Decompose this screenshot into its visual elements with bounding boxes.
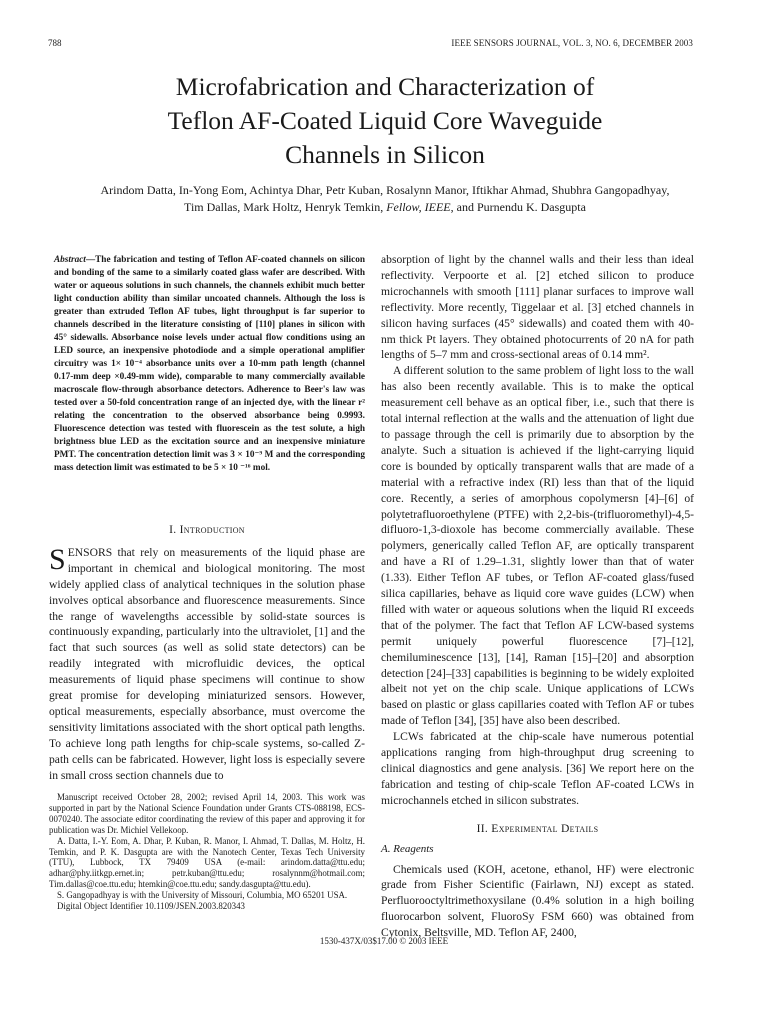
- footnotes: [49, 792, 365, 912]
- footnote: Digital Object Identifier 10.1109/JSEN.2003.820343: [57, 901, 245, 912]
- abstract: [54, 254, 365, 475]
- body-paragraph: Chemicals used (KOH, acetone, ethanol, HF) were electronic grade from Fisher Scientific (Fairlawn, NJ) except as stated. Perfluorooctyltrimethoxysilane (0.4% solution in a high boiling fluorocarbon solvent, FluoroSy FSM 660) was obtained from Cytonix, Beltsville, MD. Teflon AF, 2400,: [381, 862, 694, 940]
- drop-cap: S: [49, 542, 66, 576]
- body-paragraph: A different solution to the same problem of light loss to the wall has also been recently available. This is to make the optical measurement cell behave as an optical fiber, i.e., such that there is total internal reflection at the walls and the attenuation of light due to passage through the cell is primarily due to absorption by the analyte. Such a situation is achieved if the light-carrying liquid core is bounded by optically transparent walls that are made of a material with a refractive index (RI) less than that of the liquid core. Recently, a series of amorphous copolymersn [4]–[6] of polytetrafluoroethylene (PTFE) with 2,2-bis-(trifluoromethyl)-4,5-difluoro-1,3-dioxole has become commercially available. These polymers, generically called Teflon AF, are optically transparent and have a RI of 1.29–1.31, slightly lower than that of water (1.33). Either Teflon AF tubes, or Teflon AF-coated glass/fused silica capillaries, behave as liquid core wave guides (LCW) when filled with water or aqueous solutions when the liquid RI exceeds that of the polymer. The fact that Teflon AF LCW-based systems permit uniquely powerful fluorescence [7]–[12], chemiluminescence [13], [14], Raman [15]–[20] and absorption detection [24]–[33] capabilities is beginning to be widely exploited albeit not yet on the chip scale. Unique applications of LCWs based on plastic or glass capillaries coated with Teflon AF or tubes made of Teflon [34], [35] have also been described.: [381, 364, 694, 728]
- footnote: S. Gangopadhyay is with the University of Missouri, Columbia, MO 65201 USA.: [57, 890, 348, 901]
- section-heading: II. Experimental Details: [476, 821, 599, 835]
- footnote: A. Datta, I.-Y. Eom, A. Dhar, P. Kuban, R. Manor, I. Ahmad, T. Dallas, M. Holtz, H. Temkin, and P. K. Dasgupta are with the Nanotech Center, Texas Tech University (TTU), Lubbock, TX 79409 USA (e-mail: arindom.datta@ttu.edu; adhar@phy.iitkgp.ernet.in; petr.kuban@ttu.edu; rosalynnm@hotmail.com; Tim.dallas@coe.ttu.edu; htemkin@coe.ttu.edu; sandy.dasgupta@ttu.edu).: [49, 835, 365, 890]
- paper-title: [60, 70, 710, 172]
- author-names-tail: , and Purnendu K. Dasgupta: [450, 200, 586, 214]
- section-heading: I. Introduction: [169, 523, 245, 536]
- abstract-text: The fabrication and testing of Teflon AF-coated channels on silicon and bonding of the same to a similarly coated glass wafer are described. With water or aqueous solutions in such channels, the channels exhibit much better light conduction ability than similar uncoated channels. Although the loss is greater than extruded Teflon AF tubes, light throughput is far superior to channels described in the literature consisting of [110] planes in silicon with 45° sidewalls. Absorbance noise levels under actual flow conditions using an LED source, an inexpensive photodiode and a simple operational amplifier circuitry was 1× 10⁻⁴ absorbance units over a 10-mm path length (channel 0.17-mm deep ×0.49-mm wide), comparable to many commercially available macroscale flow-through absorbance detectors. Adherence to Beer's law was tested over a 50-fold concentration range of an injected dye, with the linear r² relating the concentration to the observed absorbance being 0.9993. Fluorescence detection was tested with fluorescein as the test solute, a high brightness blue LED as the excitation source and an inexpensive miniature PMT. The concentration detection limit was 3 × 10⁻⁹ M and the corresponding mass detection limit was estimated to be 5 × 10 ⁻¹⁶ mol.: [54, 255, 365, 474]
- author-names: Tim Dallas, Mark Holtz, Henryk Temkin,: [184, 200, 387, 214]
- abstract-label: Abstract: [54, 255, 86, 265]
- title-line: Channels in Silicon: [285, 140, 485, 169]
- introduction-section: [49, 522, 365, 784]
- copyright-footer: 1530-437X/03$17.00 © 2003 IEEE: [319, 936, 449, 946]
- title-line: Teflon AF-Coated Liquid Core Waveguide: [167, 106, 603, 135]
- author-line: Arindom Datta, In-Yong Eom, Achintya Dhar, Petr Kuban, Rosalynn Manor, Iftikhar Ahmad, Shubhra Gangopadhyay,: [100, 183, 670, 197]
- fellow-ieee: Fellow, IEEE: [386, 200, 451, 214]
- title-line: Microfabrication and Characterization of: [175, 72, 595, 101]
- page-number: 788: [48, 38, 62, 48]
- author-line: [50, 199, 720, 216]
- abstract-dash: —: [85, 255, 96, 265]
- right-column: [381, 252, 694, 941]
- author-list: [50, 182, 720, 216]
- intro-text: ENSORS that rely on measurements of the liquid phase are important in chemical and biological monitoring. The most widely applied class of analytical techniques in the solution phase involves optical absorbance and fluorescence measurements. Since the range of wavelengths accessible by solid-state sources is continuously expanding, particularly into the ultraviolet, [1] and the fact that such sources (as well as solid state detectors) can be readily integrated with microfluidic devices, the optical measurements of liquid phase specimens will continue to show great promise for developing miniaturized sensors. However, optical measurements, especially absorbance, must overcome the sensitivity limitations associated with the short optical path lengths. To achieve long path lengths for chip-scale systems, so-called Z-path cells can be fabricated. However, light loss is especially severe in small cross section channels due to: [49, 545, 365, 782]
- intro-paragraph: [49, 542, 365, 784]
- journal-header: IEEE SENSORS JOURNAL, VOL. 3, NO. 6, DECEMBER 2003: [451, 38, 693, 48]
- body-paragraph: LCWs fabricated at the chip-scale have numerous potential applications ranging from high-throughput drug screening to clinical diagnostics and gene analysis. [36] We report here on the fabrication and testing of chip-scale Teflon AF-coated LCWs in microchannels etched in silicon substrates.: [381, 730, 694, 807]
- body-paragraph: absorption of light by the channel walls and their less than ideal reflectivity. Verpoorte et al. [2] etched silicon to produce microchannels with smooth [111] planar surfaces to improve wall reflectivity. More recently, Tiggelaar et al. [3] etched channels in silicon having surfaces (45° sidewalls) and coated them with 40-nm thick Pt layers. They obtained photocurrents of 20 nA for path lengths of 5–7 mm and cross-sectional areas of 0.14 mm².: [381, 253, 694, 362]
- subsection-heading: A. Reagents: [381, 842, 434, 855]
- footnote: Manuscript received October 28, 2002; revised April 14, 2003. This work was supported in part by the National Science Foundation under Grants CTS-088198, ECS-0070240. The associate editor coordinating the review of this paper and approving it for publication was Dr. Michiel Vellekoop.: [49, 792, 365, 835]
